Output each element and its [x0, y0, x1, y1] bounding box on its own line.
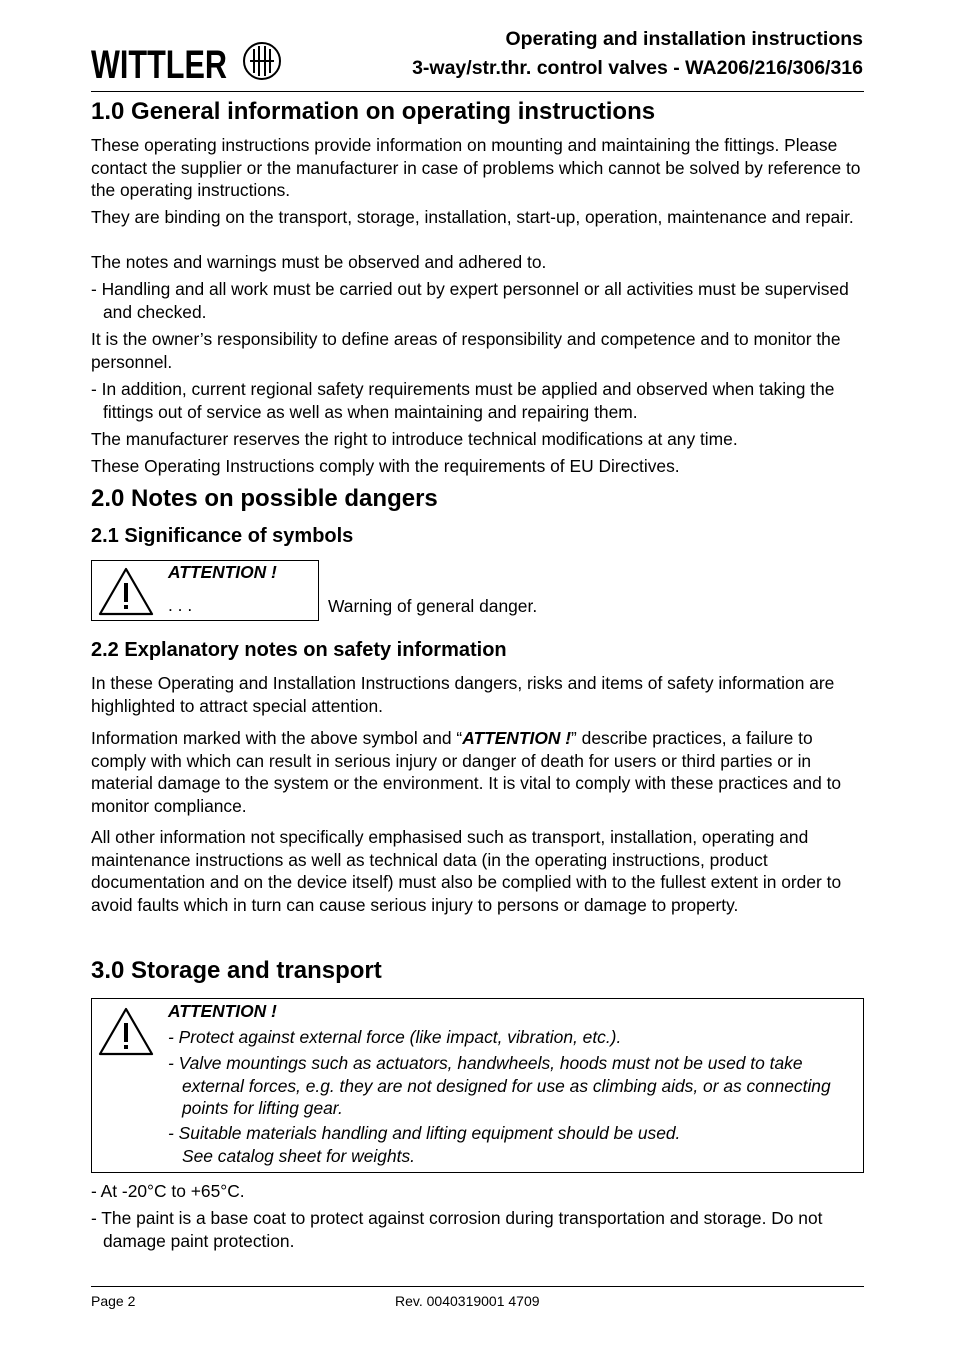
wittler-logo-graphic [91, 40, 291, 84]
attention-item-4: See catalog sheet for weights. [182, 1146, 415, 1166]
logo-emblem [244, 43, 280, 79]
symbol-caption: Warning of general danger. [328, 596, 538, 616]
attention-emphasis: ATTENTION ! [462, 728, 572, 748]
wittler-logo [91, 40, 291, 84]
section-2-paragraph-1: In these Operating and Installation Instructions dangers, risks and items of safety information are highlighted to attract special attention. [91, 673, 835, 716]
attention-item-2: - Valve mountings such as actuators, handwheels, hoods must not be used to take external forces, e.g. they are not designed for use as climbing aids, or as connecting points for lifting gear. [168, 1053, 831, 1118]
section-1-heading: 1.0 General information on operating instructions [91, 98, 656, 125]
document-title-line2: 3-way/str.thr. control valves - WA206/216/306/316 [412, 57, 863, 79]
revision-number: Rev. 0040319001 4709 [395, 1293, 540, 1309]
symbol-box-body: . . . [168, 595, 193, 615]
symbol-box [91, 560, 319, 621]
header-rule [91, 91, 864, 92]
section-2-1-heading: 2.1 Significance of symbols [91, 525, 354, 547]
section-1-paragraph-3: It is the owner’s responsibility to define areas of responsibility and competence and to monitor the personnel. [91, 329, 841, 372]
paragraph-2-pre: Information marked with the above symbol and “ [91, 728, 463, 748]
section-2-2-heading: 2.2 Explanatory notes on safety information [91, 639, 507, 661]
page-number: Page 2 [91, 1293, 136, 1309]
section-3-bullet-1: - At -20°C to +65°C. [91, 1181, 245, 1201]
footer-rule [91, 1286, 864, 1287]
logo-wordmark: WITTLER [91, 43, 228, 84]
section-3-heading: 3.0 Storage and transport [91, 957, 382, 984]
section-1-bullet-2: - In addition, current regional safety requirements must be applied and observed when taking the fittings out of service as well as when maintaining and repairing them. [91, 379, 835, 422]
section-3-bullet-2: - The paint is a base coat to protect against corrosion during transportation and storage. Do not damage paint protection. [91, 1208, 823, 1251]
section-1-paragraph-5: These Operating Instructions comply with the requirements of EU Directives. [91, 456, 680, 476]
symbol-box-title: ATTENTION ! [168, 562, 277, 582]
attention-item-1: - Protect against external force (like impact, vibration, etc.). [168, 1027, 622, 1047]
attention-title: ATTENTION ! [168, 1001, 277, 1021]
section-1-paragraph-2a: They are binding on the transport, storage, installation, start-up, operation, maintenance and repair. [91, 207, 854, 227]
section-2-heading: 2.0 Notes on possible dangers [91, 485, 438, 512]
section-1-paragraph-4: The manufacturer reserves the right to introduce technical modifications at any time. [91, 429, 738, 449]
section-2-paragraph-2 [91, 727, 866, 817]
document-title-line1: Operating and installation instructions [505, 28, 863, 50]
warning-triangle-icon [97, 565, 155, 622]
section-1-bullet-1: - Handling and all work must be carried out by expert personnel or all activities must be supervised and checked. [91, 279, 849, 322]
attention-box [91, 998, 864, 1173]
attention-item-3: - Suitable materials handling and lifting equipment should be used. [168, 1123, 681, 1143]
warning-triangle-icon [97, 1005, 155, 1062]
paragraph-2-post: ” describe practices, a failure to comply with which can result in serious injury or danger of death for users or third parties or in material damage to the system or the environment. It is vital to comply with these practices and to monitor compliance. [91, 728, 842, 816]
section-1-paragraph-2b: The notes and warnings must be observed and adhered to. [91, 252, 547, 272]
section-1-paragraph-1: These operating instructions provide information on mounting and maintaining the fittings. Please contact the supplier or the manufacturer in case of problems which cannot be solved by reference to the operating instructions. [91, 135, 861, 200]
section-2-paragraph-3: All other information not specifically emphasised such as transport, installation, operating and maintenance instructions as well as technical data (in the operating instructions, product documentation and on the device itself) must also be complied with to the fullest extent in order to avoid faults which in turn can cause serious injury to persons or damage to property. [91, 827, 842, 915]
